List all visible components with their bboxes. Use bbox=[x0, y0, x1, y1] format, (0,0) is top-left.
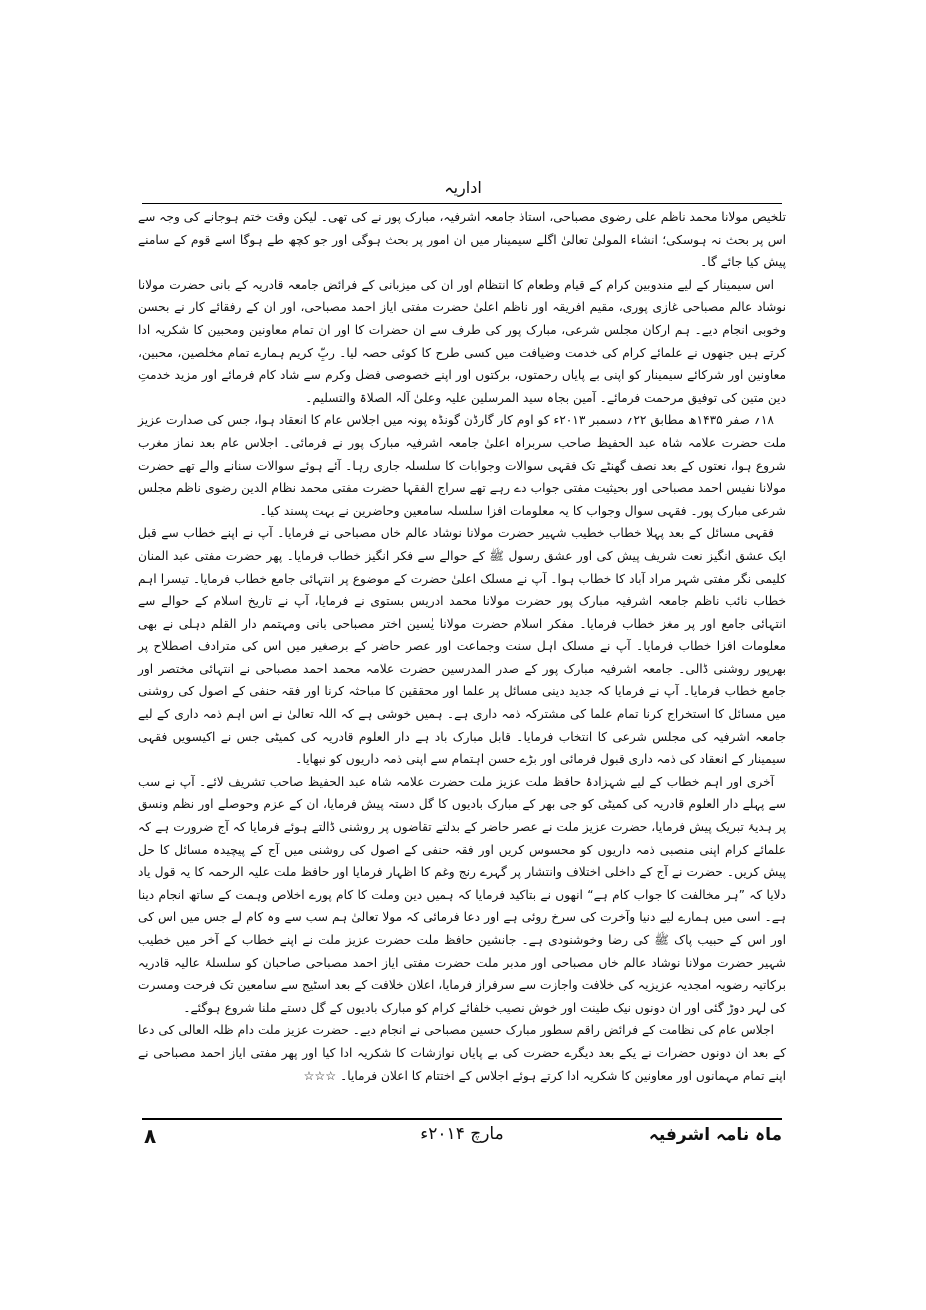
paragraph-2: اس سیمینار کے لیے مندوبین کرام کے قیام وطعام کا انتظام اور ان کی میزبانی کے فرائض جامعہ قادریہ کے بانی حضرت مولانا نوشاد عالم مصباحی غازی پوری، مقیم افریقہ اور ناظم اعلیٰ حضرت مفتی ایاز احمد مصباحی، اور ان کے رفقائے کار نے بحسن وخوبی انجام دیے۔ ہم ارکان مجلس شرعی، مبارک پور کی طرف سے ان حضرات کا اور ان تمام معاونین ومحبین کا شکریہ ادا کرتے ہیں جنھوں نے علمائے کرام کی خدمت وضیافت میں کسی طرح کا کوئی حصہ لیا۔ ربِّ کریم ہمارے تمام مخلصین، محبین، معاونین اور شرکائے سیمینار کو اپنی بے پایاں رحمتوں، برکتوں اور اپنے خصوصی فضل وکرم سے شاد کام فرمائے اور مزید خدمتِ دین متین کی توفیق مرحمت فرمائے۔ آمین بجاہ سید المرسلین علیہ وعلیٰ آلہ الصلاۃ والتسلیم۔ bbox=[138, 277, 786, 405]
paragraph-4: فقہی مسائل کے بعد پہلا خطاب خطیب شہیر حضرت مولانا نوشاد عالم خاں مصباحی نے فرمایا۔ آپ نے اپنے خطاب سے قبل ایک عشق انگیز نعت شریف پیش کی اور عشق رسول ﷺ کے حوالے سے فکر انگیز خطاب فرمایا۔ پھر حضرت مفتی عبد المنان کلیمی نگر مفتی شہر مراد آباد کا خطاب ہوا۔ آپ نے مسلک اعلیٰ حضرت کے موضوع پر انتہائی جامع خطاب فرمایا۔ تیسرا اہم خطاب نائب ناظم جامعہ اشرفیہ مبارک پور حضرت مولانا محمد ادریس بستوی نے فرمایا، آپ نے تاریخ اسلام کے حوالے سے انتہائی جامع اور پر مغز خطاب فرمایا۔ مفکر اسلام حضرت مولانا یٰسین اختر مصباحی بانی ومہتمم دار القلم دہلی نے بھی معلومات افزا خطاب فرمایا۔ آپ نے مسلک اہل سنت وجماعت اور عصر حاضر کے برصغیر میں اس کی مترادف اصطلاح پر بھرپور روشنی ڈالی۔ جامعہ اشرفیہ مبارک پور کے صدر المدرسین حضرت علامہ محمد احمد مصباحی نے انتہائی مختصر اور جامع خطاب فرمایا۔ آپ نے فرمایا کہ جدید دینی مسائل پر علما اور محققین کا مباحثہ کرنا اور فقہ حنفی کے اصول کی روشنی میں مسائل کا استخراج کرنا تمام علما کی مشترکہ ذمہ داری ہے۔ ہمیں خوشی ہے کہ اللہ تعالیٰ نے اس اہم ذمہ داری کے لیے جامعہ اشرفیہ کی مجلس شرعی کا انتخاب فرمایا۔ قابل مبارک باد ہے دار العلوم قادریہ کی کمیٹی جس نے اکیسویں فقہی سیمینار کے انعقاد کی ذمہ داری قبول فرمائی اور بڑے حسن اہتمام سے اپنی ذمہ داریوں کو نبھایا۔ bbox=[138, 526, 786, 767]
article-body bbox=[138, 206, 786, 1087]
paragraph-3: ۱۸؍ صفر ۱۴۳۵ھ مطابق ۲۲؍ دسمبر ۲۰۱۳ء کو اوم کار گارڈن گونڈہ پونہ میں اجلاس عام کا انعقاد ہوا، جس کی صدارت عزیز ملت حضرت علامہ شاہ عبد الحفیظ صاحب سربراہ اعلیٰ جامعہ اشرفیہ مبارک پور نے فرمائی۔ اجلاس عام بعد نماز مغرب شروع ہوا، نعتوں کے بعد نصف گھنٹے تک فقہی سوالات وجوابات کا سلسلہ جاری رہا۔ آئے ہوئے سوالات سنانے والے تھے حضرت مولانا نفیس احمد مصباحی اور بحیثیت مفتی جواب دے رہے تھے سراج الفقہا حضرت مفتی محمد نظام الدین رضوی ناظم مجلس شرعی مبارک پور۔ فقہی سوال وجواب کا یہ معلومات افزا سلسلہ سامعین وحاضرین نے بہت پسند کیا۔ bbox=[138, 413, 786, 518]
magazine-name: ماہ نامہ اشرفیہ bbox=[648, 1125, 782, 1145]
paragraph-5: آخری اور اہم خطاب کے لیے شہزادۂ حافظ ملت عزیز ملت حضرت علامہ شاہ عبد الحفیظ صاحب تشریف لائے۔ آپ نے سب سے پہلے دار العلوم قادریہ کی کمیٹی کو جی بھر کے مبارک بادیوں کا گل دستہ پیش فرمایا، ان کے عزم وحوصلے اور نظم ونسق پر ہدیۂ تبریک پیش فرمایا، حضرت عزیز ملت نے عصر حاضر کے بدلتے تقاضوں پر روشنی ڈالتے ہوئے فرمایا کہ آج ضرورت ہے کہ علمائے کرام اپنی منصبی ذمہ داریوں کو محسوس کریں اور فقہ حنفی کے اصول کی روشنی میں آج کے پیچیدہ مسائل کا حل پیش کریں۔ حضرت نے آج کے داخلی اختلاف وانتشار پر گہرے رنج وغم کا اظہار فرمایا اور حافظ ملت علیہ الرحمہ کا یہ قول یاد دلایا کہ ”ہر مخالفت کا جواب کام ہے“ انھوں نے بتاکید فرمایا کہ ہمیں دین وملت کا کام پورے اخلاص وہمت کے ساتھ انجام دینا ہے۔ اسی میں ہمارے لیے دنیا وآخرت کی سرخ روئی ہے اور دعا فرمائی کہ مولا تعالیٰ ہم سب سے وہ کام لے جس میں اس کی اور اس کے حبیب پاک ﷺ کی رضا وخوشنودی ہے۔ جانشین حافظ ملت حضرت عزیز ملت نے اپنے خطاب کے آخر میں خطیب شہیر حضرت مولانا نوشاد عالم خاں مصباحی اور مدبر ملت حضرت مفتی ایاز احمد مصباحی صاحبان کو سلسلۂ عالیہ قادریہ برکاتیہ رضویہ امجدیہ عزیزیہ کی خلافت واجازت سے سرفراز فرمایا، اعلان خلافت کے بعد اسٹیج سے سامعین تک فرحت ومسرت کی لہر دوڑ گئی اور ان دونوں نیک طینت اور خوش نصیب خلفائے کرام کو مبارک بادیوں کے گل دستے ملنا شروع ہوگئے۔ bbox=[138, 774, 786, 1015]
paragraph-1: تلخیص مولانا محمد ناظم علی رضوی مصباحی، استاذ جامعہ اشرفیہ، مبارک پور نے کی تھی۔ لیکن وقت ختم ہوجانے کی وجہ سے اس پر بحث نہ ہوسکی؛ انشاء المولیٰ تعالیٰ اگلے سیمینار میں ان امور پر بحث ہوگی اور جو کچھ طے ہوگا اسے قوم کے سامنے پیش کیا جائے گا۔ bbox=[138, 210, 786, 270]
header-rule bbox=[142, 203, 782, 204]
running-title: اداریہ bbox=[444, 178, 482, 197]
issue-date: مارچ ۲۰۱۴ء bbox=[420, 1124, 504, 1144]
page-number: ۸ bbox=[144, 1124, 157, 1148]
footer-rule bbox=[142, 1118, 782, 1120]
paragraph-6: اجلاس عام کی نظامت کے فرائض راقم سطور مبارک حسین مصباحی نے انجام دیے۔ حضرت عزیز ملت دام ظلہ العالی کی دعا کے بعد ان دونوں حضرات نے یکے بعد دیگرے حضرت کی بے پایاں نوازشات کا شکریہ ادا کیا اور پھر مفتی ایاز احمد مصباحی نے اپنے تمام مہمانوں اور معاونین کا شکریہ ادا کرتے ہوئے اجلاس کے اختتام کا اعلان فرمایا۔ ☆☆☆ bbox=[138, 1023, 786, 1083]
page-footer bbox=[142, 1124, 782, 1154]
